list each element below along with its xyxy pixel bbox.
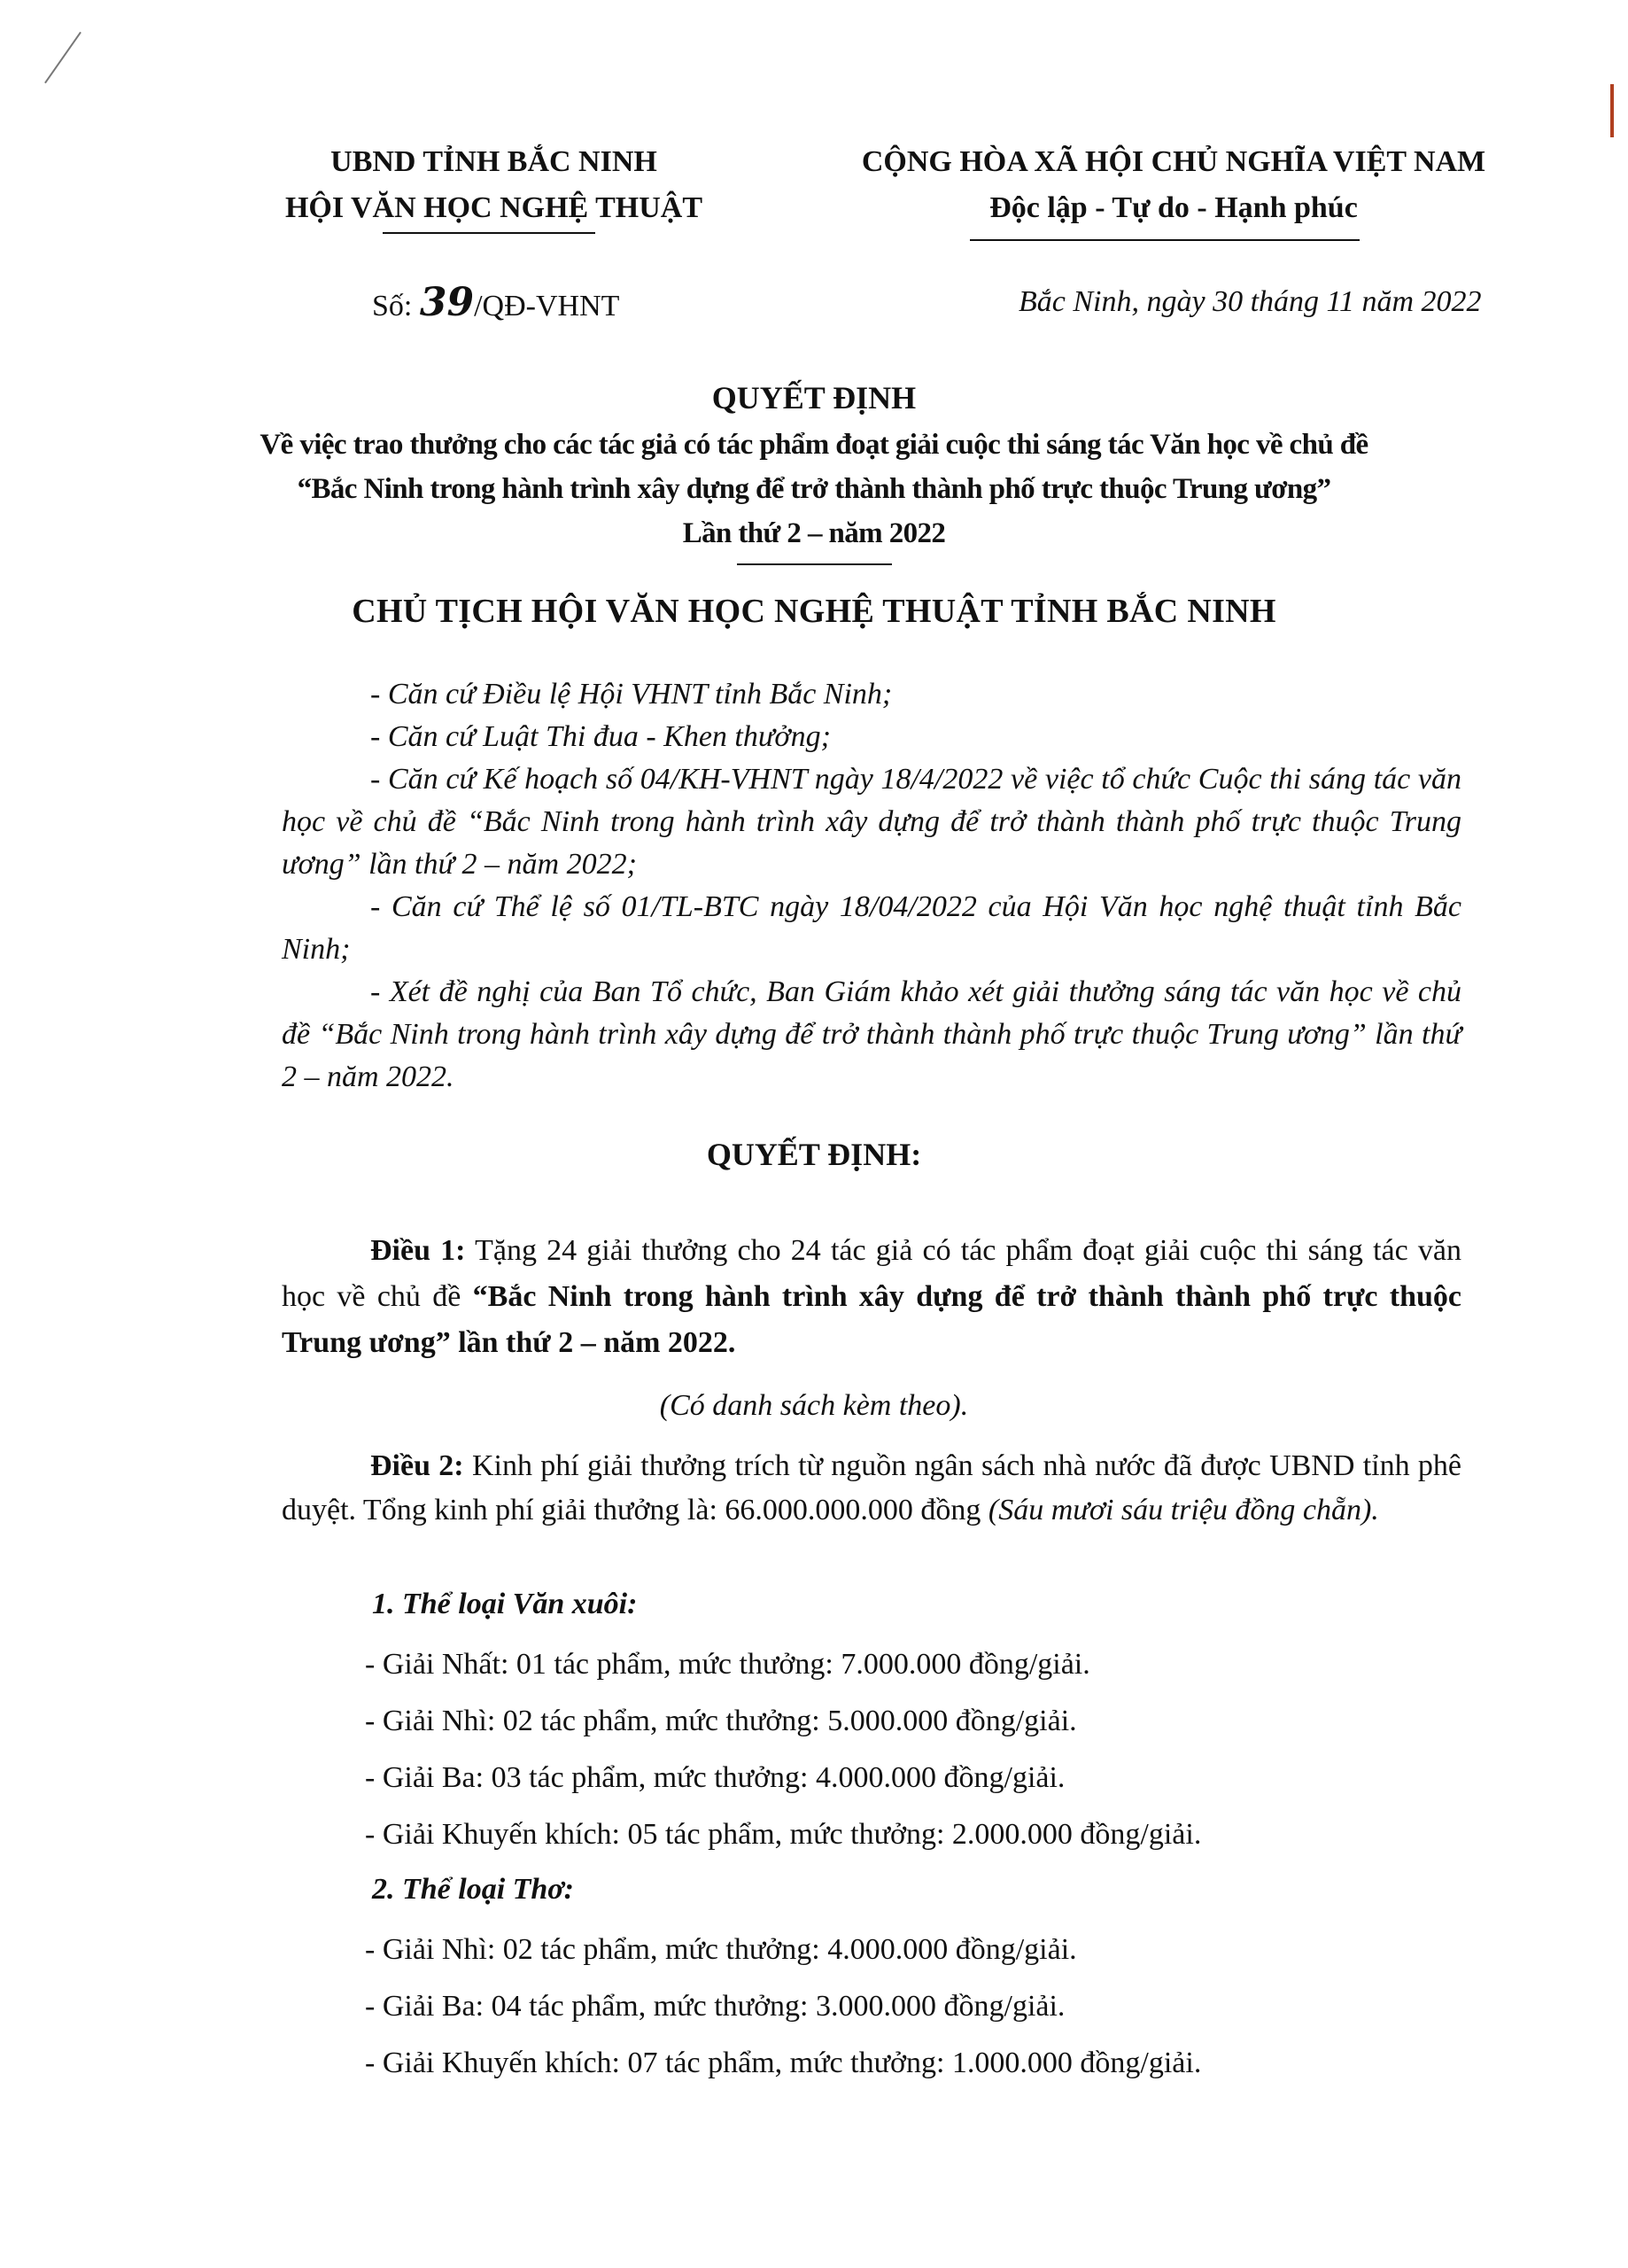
prize-item: - Giải Nhì: 02 tác phẩm, mức thưởng: 5.000.000 đồng/giải. xyxy=(365,1705,1077,1737)
article-1 xyxy=(282,1228,1461,1366)
basis-item: - Căn cứ Thể lệ số 01/TL-BTC ngày 18/04/2022 của Hội Văn học nghệ thuật tỉnh Bắc Ninh; xyxy=(282,890,1461,966)
document-number xyxy=(372,280,619,325)
attachment-note: (Có danh sách kèm theo). xyxy=(659,1389,969,1422)
header-right-underline xyxy=(970,239,1360,241)
category-prose-title: 1. Thể loại Văn xuôi: xyxy=(372,1588,638,1620)
article-1-label: Điều 1: xyxy=(370,1234,466,1267)
country-name: CỘNG HÒA XÃ HỘI CHỦ NGHĨA VIỆT NAM xyxy=(861,145,1486,178)
number-prefix: Số: xyxy=(372,290,420,322)
title-line-1: Về việc trao thưởng cho các tác giả có tác phẩm đoạt giải cuộc thi sáng tác Văn học về chủ đề xyxy=(260,429,1368,461)
prize-item: - Giải Khuyến khích: 07 tác phẩm, mức thưởng: 1.000.000 đồng/giải. xyxy=(365,2047,1202,2079)
decision-heading: QUYẾT ĐỊNH: xyxy=(706,1137,922,1172)
legal-bases xyxy=(282,673,1461,1099)
category-poetry-title: 2. Thể loại Thơ: xyxy=(372,1873,574,1906)
scan-mark xyxy=(44,32,81,83)
article-2-text: Kinh phí giải thưởng trích từ nguồn ngân sách nhà nước đã được UBND tỉnh phê duyệt. Tổng kinh phí giải thưởng là: 66.000.000.000 đồng xyxy=(282,1449,1462,1526)
header-left-underline xyxy=(383,232,595,234)
prize-item: - Giải Nhì: 02 tác phẩm, mức thưởng: 4.000.000 đồng/giải. xyxy=(365,1933,1077,1966)
prize-item: - Giải Khuyến khích: 05 tác phẩm, mức thưởng: 2.000.000 đồng/giải. xyxy=(365,1818,1202,1851)
basis-item: - Xét đề nghị của Ban Tổ chức, Ban Giám khảo xét giải thưởng sáng tác văn học về chủ đề “Bắc Ninh trong hành trình xây dựng để trở thành thành phố trực thuộc Trung ương” lần thứ 2 – năm 2022. xyxy=(282,975,1461,1093)
place-date: Bắc Ninh, ngày 30 tháng 11 năm 2022 xyxy=(1019,285,1482,318)
article-2-label: Điều 2: xyxy=(370,1449,464,1482)
prize-item: - Giải Ba: 04 tác phẩm, mức thưởng: 3.000.000 đồng/giải. xyxy=(365,1990,1066,2023)
scan-mark xyxy=(1610,84,1614,137)
article-1-theme: “Bắc Ninh trong hành trình xây dựng để trở thành thành phố trực thuộc Trung ương” lần thứ 2 – năm 2022. xyxy=(282,1280,1461,1359)
handwritten-number: 39 xyxy=(419,280,475,325)
number-suffix: /QĐ-VHNT xyxy=(474,290,620,322)
title-line-2: “Bắc Ninh trong hành trình xây dựng để trở thành thành phố trực thuộc Trung ương” xyxy=(297,473,1331,505)
national-motto: Độc lập - Tự do - Hạnh phúc xyxy=(989,191,1358,224)
basis-item: - Căn cứ Kế hoạch số 04/KH-VHNT ngày 18/4/2022 về việc tổ chức Cuộc thi sáng tác văn học về chủ đề “Bắc Ninh trong hành trình xây dựng để trở thành thành phố trực thuộc Trung ương” lần thứ 2 – năm 2022; xyxy=(282,763,1461,881)
article-2-amount-words: (Sáu mươi sáu triệu đồng chẵn). xyxy=(988,1494,1379,1526)
article-2 xyxy=(282,1444,1461,1533)
article-1-text: Tặng 24 giải thưởng cho 24 tác giả có tác phẩm đoạt giải cuộc thi sáng tác văn học về chủ đề xyxy=(282,1234,1462,1313)
title-line-3: Lần thứ 2 – năm 2022 xyxy=(682,517,946,549)
document-title: QUYẾT ĐỊNH xyxy=(711,380,917,416)
basis-item: - Căn cứ Luật Thi đua - Khen thưởng; xyxy=(370,720,831,753)
issuing-authority: CHỦ TỊCH HỘI VĂN HỌC NGHỆ THUẬT TỈNH BẮC NINH xyxy=(352,593,1276,630)
association-name: HỘI VĂN HỌC NGHỆ THUẬT xyxy=(284,191,703,224)
prize-item: - Giải Ba: 03 tác phẩm, mức thưởng: 4.000.000 đồng/giải. xyxy=(365,1761,1066,1794)
title-underline xyxy=(737,563,892,565)
prize-item: - Giải Nhất: 01 tác phẩm, mức thưởng: 7.000.000 đồng/giải. xyxy=(365,1648,1090,1681)
basis-item: - Căn cứ Điều lệ Hội VHNT tỉnh Bắc Ninh; xyxy=(370,678,893,711)
agency-name: UBND TỈNH BẮC NINH xyxy=(330,145,657,178)
